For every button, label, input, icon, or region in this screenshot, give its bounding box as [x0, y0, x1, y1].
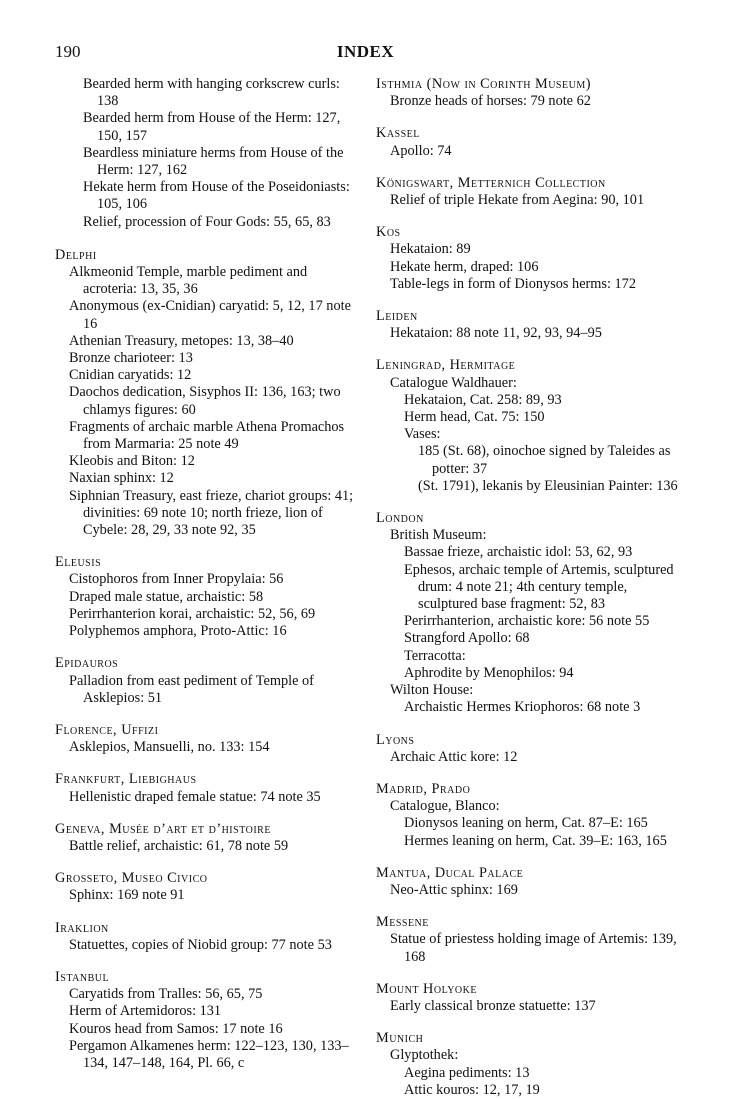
place-heading: Istanbul — [55, 968, 110, 985]
subgroup-label: Catalogue, Blanco: — [390, 798, 500, 815]
index-entry-leiden — [376, 308, 685, 342]
index-item: Aegina pediments: 13 — [404, 1064, 530, 1081]
index-item: Draped male statue, archaistic: 58 — [69, 588, 264, 605]
index-item: Relief, procession of Four Gods: 55, 65, 83 — [83, 213, 331, 230]
index-entry-mantua-ducal-palace — [376, 865, 685, 899]
index-item: Cistophoros from Inner Propylaia: 56 — [69, 571, 284, 588]
index-entry-madrid-prado — [376, 781, 685, 850]
place-heading: Königswart, Metternich Collection — [376, 174, 606, 191]
index-item: Aphrodite by Menophilos: 94 — [404, 664, 574, 681]
index-entry-kos — [376, 224, 685, 293]
place-heading: Geneva, Musée d’art et d’histoire — [55, 820, 271, 837]
left-index-column — [55, 76, 363, 1072]
index-item: Hekate herm from House of the Poseidoniasts: 105, 106 — [83, 179, 350, 213]
running-title: INDEX — [336, 42, 395, 61]
index-item: Neo-Attic sphinx: 169 — [390, 881, 518, 898]
subgroup-label: Catalogue Waldhauer: — [390, 374, 517, 391]
index-entry-iraklion — [55, 920, 363, 954]
index-item: Kouros head from Samos: 17 note 16 — [69, 1020, 283, 1037]
place-heading: Epidauros — [55, 655, 119, 672]
place-heading: Iraklion — [55, 919, 109, 936]
index-item: Alkmeonid Temple, marble pediment and acroteria: 13, 35, 36 — [69, 264, 308, 298]
index-item: Athenian Treasury, metopes: 13, 38–40 — [69, 332, 294, 349]
index-item: Hermes leaning on herm, Cat. 39–E: 163, 165 — [404, 832, 667, 849]
index-entry-istanbul — [55, 969, 363, 1072]
index-entry-geneva-musee-d-art-et-d-histoire — [55, 821, 363, 855]
index-item: Battle relief, archaistic: 61, 78 note 59 — [69, 837, 289, 854]
index-entry-continued — [55, 76, 363, 231]
index-item: Early classical bronze statuette: 137 — [390, 997, 596, 1014]
index-item: Beardless miniature herms from House of the Herm: 127, 162 — [83, 144, 344, 179]
index-item: Terracotta: — [404, 647, 466, 664]
index-item: Hekataion: 88 note 11, 92, 93, 94–95 — [390, 325, 602, 342]
index-entry-frankfurt-liebighaus — [55, 771, 363, 805]
index-item: Ephesos, archaic temple of Artemis, sculptured drum: 4 note 21; 4th century temple, sculptured base fragment: 52, 83 — [404, 561, 674, 613]
place-heading: Eleusis — [55, 554, 102, 571]
index-item: Asklepios, Mansuelli, no. 133: 154 — [69, 739, 270, 756]
index-item: Bassae frieze, archaistic idol: 53, 62, 93 — [404, 544, 633, 561]
index-entry-london — [376, 510, 685, 716]
place-heading: Florence, Uffizi — [55, 721, 159, 738]
index-entry-leningrad-hermitage — [376, 357, 685, 495]
index-item: Perirrhanterion, archaistic kore: 56 note 55 — [404, 613, 650, 630]
place-heading: Lyons — [376, 731, 415, 748]
index-item: Bearded herm from House of the Herm: 127, 150, 157 — [83, 110, 341, 144]
place-heading: Kos — [376, 224, 401, 241]
place-heading: Grosseto, Museo Civico — [55, 870, 208, 887]
right-index-column — [376, 76, 685, 1099]
index-item: Daochos dedication, Sisyphos II: 136, 163; two chlamys figures: 60 — [69, 384, 341, 418]
index-entry-isthmia-now-in-corinth-museum — [376, 76, 685, 110]
page-header — [0, 42, 731, 66]
index-item: Statue of priestess holding image of Artemis: 139, 168 — [390, 931, 677, 965]
index-entry-lyons — [376, 732, 685, 766]
index-item: Herm head, Cat. 75: 150 — [404, 409, 545, 426]
index-item: Bronze heads of horses: 79 note 62 — [390, 93, 591, 110]
index-item: Perirrhanterion korai, archaistic: 52, 56, 69 — [69, 605, 316, 622]
index-item: Hellenistic draped female statue: 74 note 35 — [69, 788, 321, 805]
index-item: Palladion from east pediment of Temple of Asklepios: 51 — [69, 672, 314, 706]
place-heading: Kassel — [376, 125, 420, 142]
index-entry-epidauros — [55, 655, 363, 707]
index-item: Cnidian caryatids: 12 — [69, 367, 192, 384]
index-entry-konigswart-metternich-collection — [376, 175, 685, 209]
place-heading: Messene — [376, 914, 429, 931]
index-entry-eleusis — [55, 554, 363, 640]
index-item: Polyphemos amphora, Proto-Attic: 16 — [69, 623, 287, 640]
index-item: Herm of Artemidoros: 131 — [69, 1003, 222, 1020]
index-subitem: 185 (St. 68), oinochoe signed by Taleides as potter: 37 — [418, 443, 671, 477]
place-heading: Leiden — [376, 308, 418, 325]
index-item: Attic kouros: 12, 17, 19 — [404, 1081, 540, 1098]
place-heading: Mantua, Ducal Palace — [376, 864, 524, 881]
page-number: 190 — [55, 42, 81, 61]
index-entry-kassel — [376, 125, 685, 159]
index-item: Hekate herm, draped: 106 — [390, 258, 539, 275]
index-item: Pergamon Alkamenes herm: 122–123, 130, 133–134, 147–148, 164, Pl. 66, c — [69, 1037, 349, 1071]
index-item: Statuettes, copies of Niobid group: 77 note 53 — [69, 936, 332, 953]
index-item: Naxian sphinx: 12 — [69, 470, 174, 487]
index-entry-mount-holyoke — [376, 981, 685, 1015]
subgroup-label: British Museum: — [390, 527, 487, 544]
place-heading: Delphi — [55, 246, 97, 263]
place-heading: Leningrad, Hermitage — [376, 357, 516, 374]
index-item: Hekataion: 89 — [390, 241, 471, 258]
place-heading: Frankfurt, Liebighaus — [55, 771, 197, 788]
index-item: Dionysos leaning on herm, Cat. 87–E: 165 — [404, 815, 648, 832]
index-entry-delphi — [55, 247, 363, 539]
subgroup-label: Glyptothek: — [390, 1047, 459, 1064]
place-heading: Munich — [376, 1030, 424, 1047]
index-item: Archaic Attic kore: 12 — [390, 748, 518, 765]
index-subitem: (St. 1791), lekanis by Eleusinian Painter: 136 — [418, 477, 678, 494]
place-heading: Madrid, Prado — [376, 780, 471, 797]
index-item: Caryatids from Tralles: 56, 65, 75 — [69, 986, 263, 1003]
index-item: Hekataion, Cat. 258: 89, 93 — [404, 391, 562, 408]
index-item: Fragments of archaic marble Athena Promachos from Marmaria: 25 note 49 — [69, 418, 345, 453]
index-item: Vases: — [404, 426, 441, 443]
index-item: Sphinx: 169 note 91 — [69, 887, 185, 904]
place-heading: Mount Holyoke — [376, 980, 477, 997]
index-item: Bronze charioteer: 13 — [69, 350, 193, 367]
place-heading: Isthmia (Now in Corinth Museum) — [376, 76, 591, 92]
place-heading: London — [376, 510, 424, 527]
index-item: Bearded herm with hanging corkscrew curls: 138 — [83, 76, 340, 110]
index-item: Apollo: 74 — [390, 142, 452, 159]
index-entry-munich — [376, 1030, 685, 1099]
index-item: Strangford Apollo: 68 — [404, 630, 530, 647]
index-item: Relief of triple Hekate from Aegina: 90, 101 — [390, 192, 645, 209]
index-item: Kleobis and Biton: 12 — [69, 453, 195, 470]
index-item: Anonymous (ex-Cnidian) caryatid: 5, 12, 17 note 16 — [69, 298, 351, 332]
index-item: Archaistic Hermes Kriophoros: 68 note 3 — [404, 699, 641, 716]
index-entry-messene — [376, 914, 685, 966]
index-item: Table-legs in form of Dionysos herms: 172 — [390, 275, 636, 292]
subgroup-label: Wilton House: — [390, 682, 474, 699]
index-entry-florence-uffizi — [55, 722, 363, 756]
index-item: Siphnian Treasury, east frieze, chariot groups: 41; divinities: 69 note 10; north frieze, lion of Cybele: 28, 29, 33 note 92, 35 — [69, 487, 354, 539]
index-entry-grosseto-museo-civico — [55, 870, 363, 904]
